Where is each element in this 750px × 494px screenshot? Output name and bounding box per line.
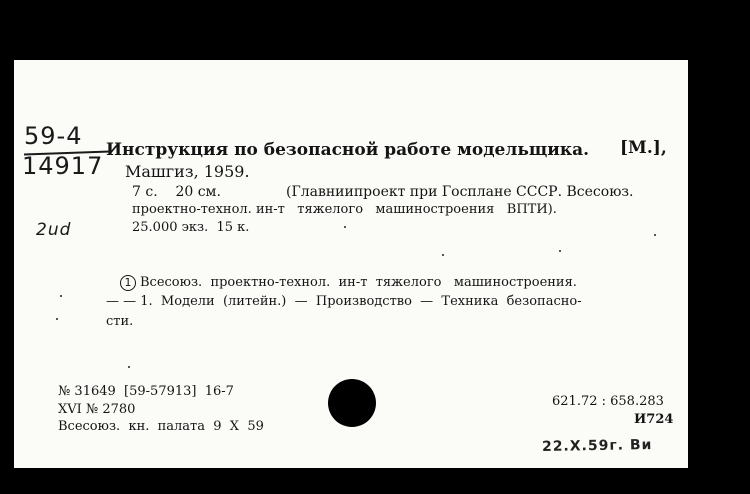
author-note-line-2: проектно-технол. ин-т тяжелого машиностроения ВПТИ). [132, 202, 557, 217]
print-run-price: 25.000 экз. 15 к. [132, 220, 250, 235]
speck [56, 318, 58, 320]
book-chamber: Всесоюз. кн. палата 9 X 59 [58, 419, 264, 434]
series-number: XVI № 2780 [58, 402, 136, 417]
publication-place: [М.], [620, 138, 667, 158]
udc-code: 621.72 : 658.283 [552, 394, 664, 409]
shelf-mark-top: 59-4 [24, 122, 83, 150]
author-note-line-1: (Главниипроект при Госплане СССР. Всесоюз. [286, 184, 634, 200]
shelf-mark-bottom: 14917 [22, 152, 104, 180]
subject-line-2: — — 1. Модели (литейн.) — Производство — Техника безопасно- [106, 294, 582, 309]
catalog-card [14, 60, 688, 468]
cutter-mark: И724 [634, 412, 674, 427]
record-number: № 31649 [59-57913] 16-7 [58, 384, 234, 399]
speck [654, 234, 656, 236]
subject-line-3: сти. [106, 314, 134, 329]
punch-hole [328, 379, 376, 427]
publisher-year: Машгиз, 1959. [125, 162, 250, 181]
speck [559, 250, 561, 252]
physical-description: 7 с. 20 см. [132, 184, 221, 200]
speck [128, 366, 130, 368]
speck [60, 295, 62, 297]
speck [344, 226, 346, 228]
index-mark: 1 [120, 275, 136, 291]
handwritten-note: 2ud [36, 220, 72, 240]
subject-line-1: Всесоюз. проектно-технол. ин-т тяжелого машиностроения. [140, 275, 577, 290]
card-title: Инструкция по безопасной работе модельщика. [106, 140, 590, 160]
date-stamp: 22.Х.59г. Ви [541, 437, 653, 455]
speck [442, 254, 444, 256]
